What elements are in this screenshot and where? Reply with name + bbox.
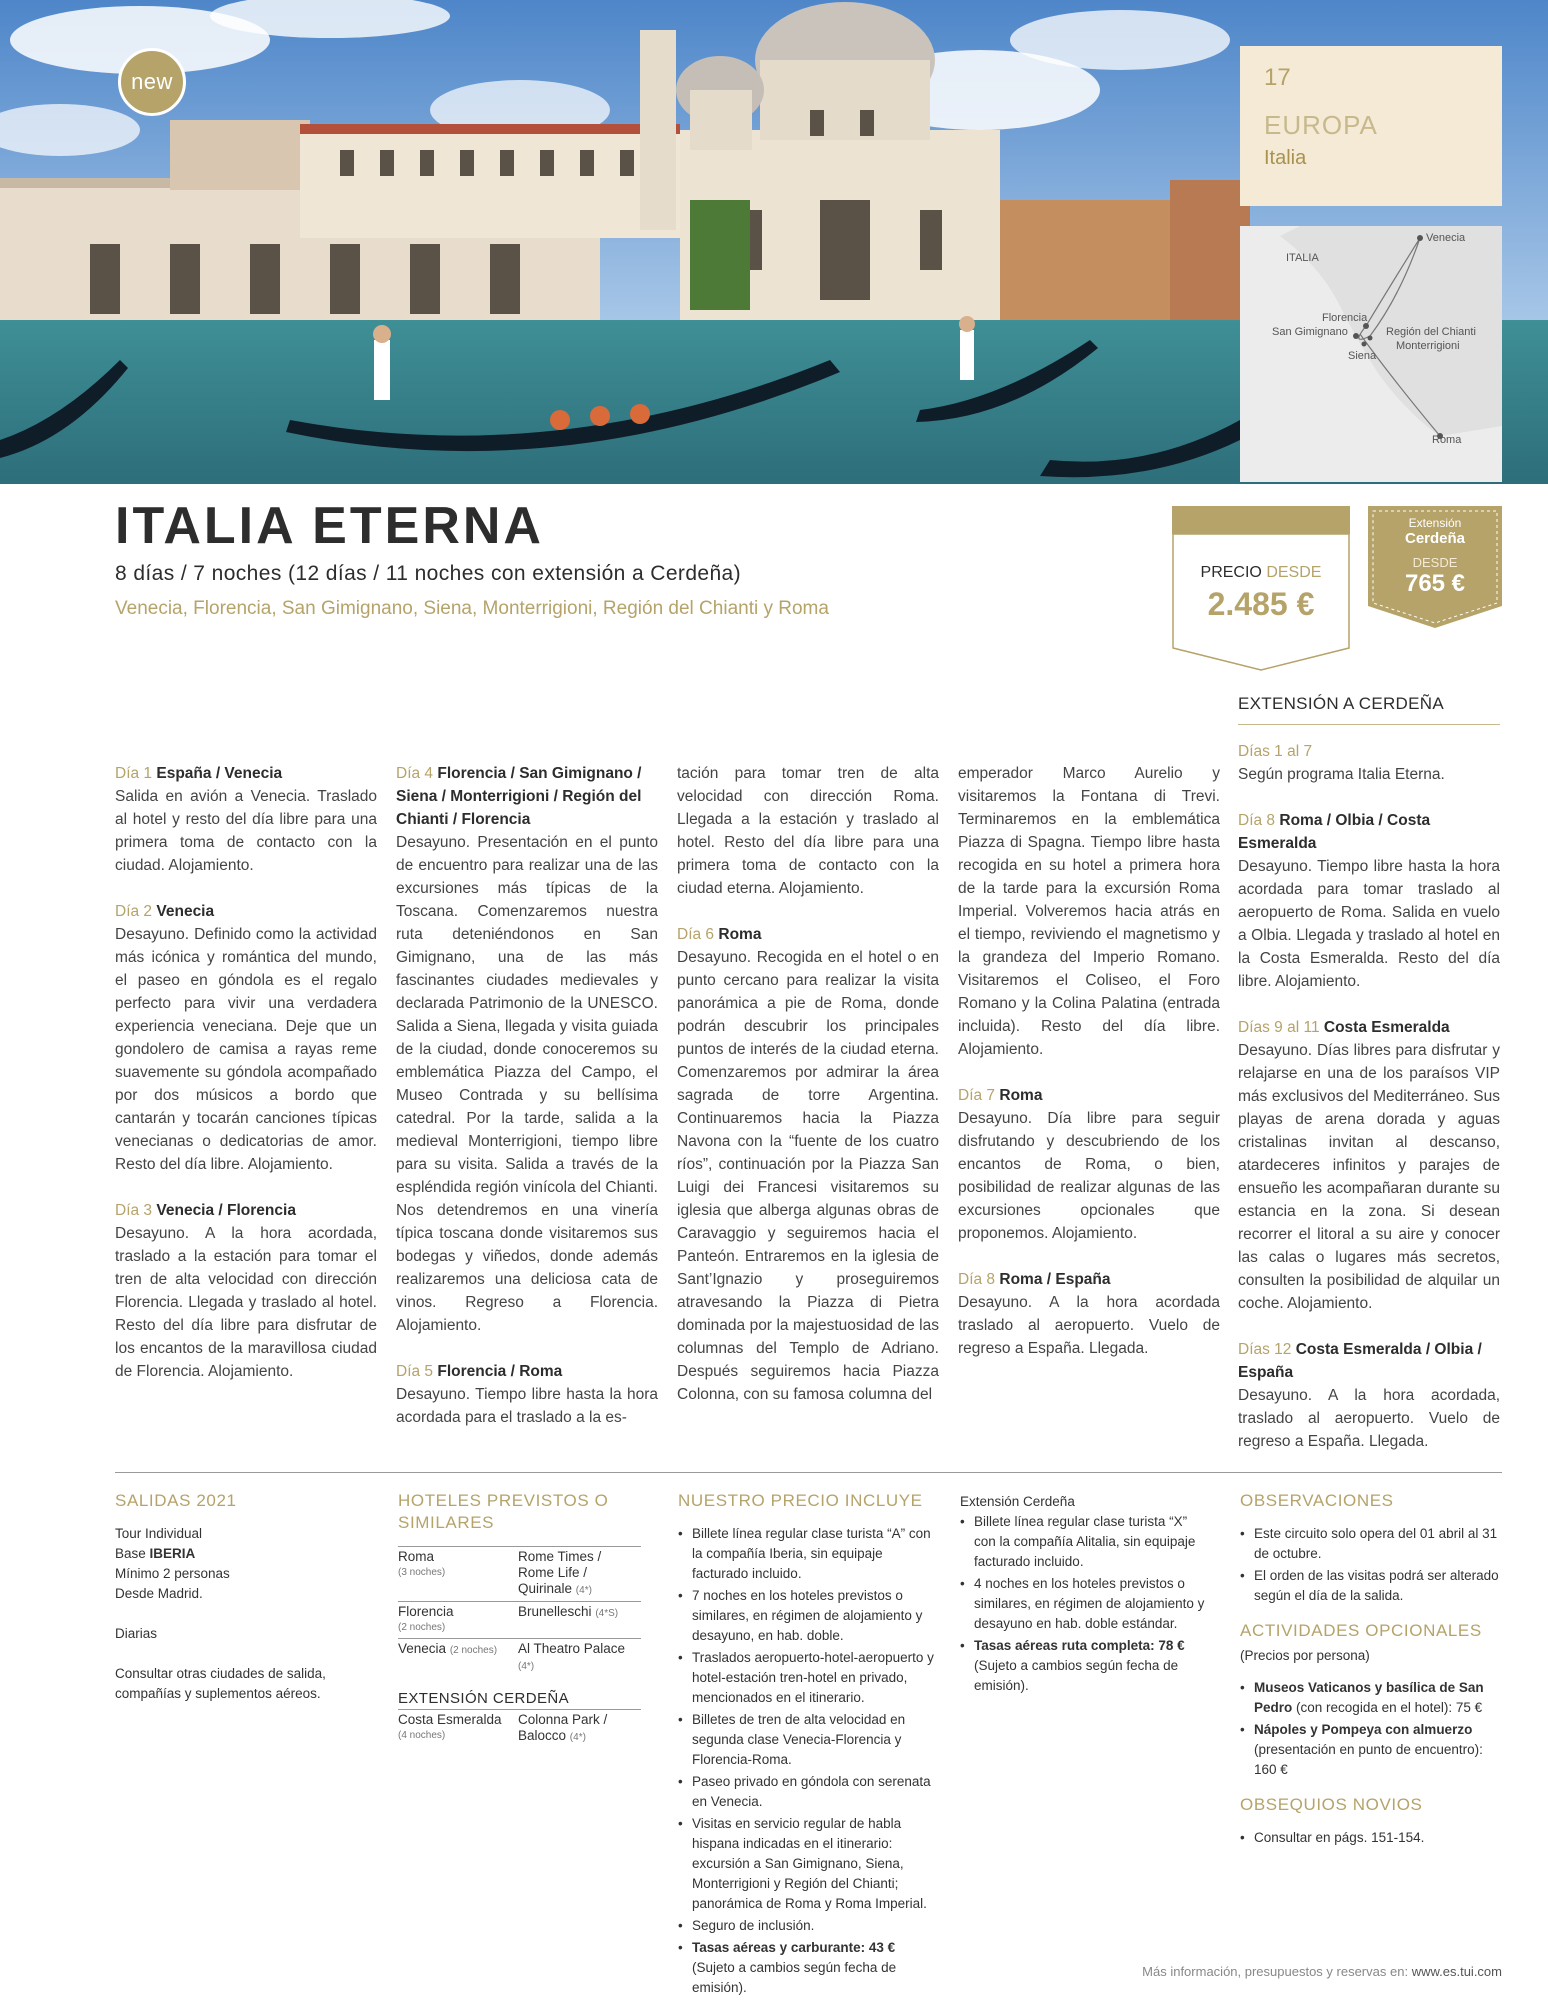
map-label-italia: ITALIA	[1286, 252, 1319, 264]
list-item: • Billete línea regular clase turista “X” con la compañía Alitalia, sin equipaje facturado incluido.	[960, 1512, 1210, 1572]
table-row: Florencia (2 noches) Brunelleschi (4*S)	[398, 1602, 641, 1639]
list-item: • Tasas aéreas ruta completa: 78 € (Sujeto a cambios según fecha de emisión).	[960, 1636, 1210, 1696]
itinerary-day: Día 6 Roma Desayuno. Recogida en el hotel o en punto cercano para realizar la visita panorámica a pie de Roma, donde podrán descubrir los principales puntos de interés de la ciudad eterna. Comenzaremos por admirar la área sagrada de torre Argentina. Continuaremos hacia la Piazza Navona con la “fuente de los cuatro ríos”, continuación por la Piazza San Luigi dei Francesi visitaremos su iglesia que alberga algunas obras de Caravaggio y seguiremos hacia el Panteón. Entraremos en la iglesia de Sant’Ignazio y proseguiremos atravesando la Piazza di Pietra dominada por la majestuosidad de las columnas del Templo de Adriano. Después seguiremos hacia Piazza Colonna, con su famosa columna del	[677, 926, 939, 1403]
list-item: • Nápoles y Pompeya con almuerzo (presentación en punto de encuentro): 160 €	[1240, 1720, 1502, 1780]
list-item: • Museos Vaticanos y basílica de San Pedro (con recogida en el hotel): 75 €	[1240, 1678, 1502, 1718]
table-row: Roma (3 noches) Rome Times / Rome Life / Quirinale (4*)	[398, 1547, 641, 1602]
hero-image	[0, 0, 1548, 484]
observaciones-section	[1240, 1490, 1502, 1850]
observaciones-list	[1240, 1524, 1502, 1606]
map-label-chianti: Región del Chianti	[1386, 326, 1476, 338]
extension-incluye-section	[960, 1492, 1210, 1698]
map-label-roma: Roma	[1432, 434, 1462, 446]
extension-heading: EXTENSIÓN A CERDEÑA	[1238, 694, 1500, 725]
map-label-venecia: Venecia	[1426, 232, 1466, 244]
itinerary-col-2	[396, 762, 658, 1452]
salidas-line: Tour Individual	[115, 1526, 203, 1541]
actividades-list	[1240, 1678, 1502, 1780]
salidas-line: Diarias	[115, 1626, 158, 1641]
itinerary-day: Día 7 Roma Desayuno. Día libre para seguir disfrutando y descubriendo de los encantos de Roma, o bien, posibilidad de realizar algunas de las excursiones opcionales que proponemos. Alojamiento.	[958, 1087, 1220, 1242]
table-row: Venecia (2 noches) Al Theatro Palace (4*)	[398, 1639, 641, 1678]
itinerary-day: Día 2 Venecia Desayuno. Definido como la actividad más icónica y romántica del mundo, el paseo en góndola es el regalo perfecto para vivir una verdadera experiencia veneciana. Deje que un gondolero de camisa a rayas reme suavemente su góndola acompañado por dos músicos a bordo que cantarán y tocarán canciones típicas venecianas o dedicatorias de amor. Resto del día libre. Alojamiento.	[115, 903, 377, 1173]
salidas-base: Base IBERIA	[115, 1546, 196, 1561]
itinerary-day: Día 4 Florencia / San Gimignano / Siena / Monterrigioni / Región del Chianti / Florencia Desayuno. Presentación en el punto de encuentro para realizar una de las excursiones más típicas de la Toscana. Comenzaremos nuestra ruta deteniéndonos en San Gimignano, una de las más fascinantes ciudades medievales y declarada Patrimonio de la UNESCO. Salida a Siena, llegada y visita guiada de la ciudad, donde conoceremos su emblemática Piazza del Campo, el Museo Contrada y su bellísima catedral. Por la tarde, salida a la medieval Monterrigioni, tiempo libre para su visita. Salida a través de la espléndida región vinícola del Chianti. Nos detendremos en una vinería típica toscana donde visitaremos sus bodegas y viñedos, donde además realizaremos una deliciosa cata de vinos. Regreso a Florencia. Alojamiento.	[396, 765, 658, 1334]
list-item: • Billete línea regular clase turista “A” con la compañía Iberia, sin equipaje facturado incluido.	[678, 1524, 940, 1584]
extension-destination: Cerdeña	[1404, 530, 1466, 547]
footer-link[interactable]: www.es.tui.com	[1411, 1964, 1502, 1979]
hotel-table	[398, 1546, 641, 1677]
list-item: • El orden de las visitas podrá ser alterado según el día de la salida.	[1240, 1566, 1502, 1606]
extension-label: Extensión	[1408, 516, 1462, 530]
new-badge: new	[118, 48, 186, 116]
page-number: 17	[1264, 64, 1291, 91]
itinerary-col-1	[115, 762, 377, 1406]
itinerary-day: Día 8 Roma / España Desayuno. A la hora acordada traslado al aeropuerto. Vuelo de regreso a España. Llegada.	[958, 1271, 1220, 1357]
extension-price-amount: 765 €	[1404, 570, 1466, 597]
list-item: • Seguro de inclusión.	[678, 1916, 940, 1936]
page-info-box	[1240, 46, 1502, 206]
map-label-san-gimignano: San Gimignano	[1272, 326, 1348, 338]
itinerary-col-4	[958, 762, 1220, 1383]
footer: Más información, presupuestos y reservas en: www.es.tui.com	[1142, 1964, 1502, 1979]
itinerary-day: Día 5 Florencia / Roma Desayuno. Tiempo libre hasta la hora acordada para el traslado a la es-	[396, 1363, 658, 1426]
list-item: • Paseo privado en góndola con serenata en Venecia.	[678, 1772, 940, 1812]
salidas-line: Desde Madrid.	[115, 1586, 203, 1601]
extension-desde: DESDE	[1412, 555, 1458, 570]
itinerary-day: Días 1 al 7 Según programa Italia Eterna.	[1238, 743, 1445, 783]
salidas-heading: SALIDAS 2021	[115, 1491, 237, 1510]
map-label-florencia: Florencia	[1322, 312, 1368, 324]
list-item: • Billetes de tren de alta velocidad en segunda clase Venecia-Florencia y Florencia-Roma.	[678, 1710, 940, 1770]
tour-title: ITALIA ETERNA	[115, 497, 544, 555]
salidas-section	[115, 1490, 355, 1704]
incluye-list	[678, 1524, 940, 1998]
actividades-heading: ACTIVIDADES OPCIONALES	[1240, 1621, 1482, 1640]
observaciones-heading: OBSERVACIONES	[1240, 1491, 1394, 1510]
list-item: • Traslados aeropuerto-hotel-aeropuerto y hotel-estación tren-hotel en privado, mencionados en el itinerario.	[678, 1648, 940, 1708]
obsequios-list	[1240, 1828, 1502, 1848]
price-box	[1172, 506, 1350, 672]
extension-incluye-list	[960, 1512, 1210, 1696]
tour-duration: 8 días / 7 noches (12 días / 11 noches con extensión a Cerdeña)	[115, 562, 742, 585]
country-label: Italia	[1264, 147, 1307, 169]
hoteles-section	[398, 1490, 648, 1748]
itinerary-day: Día 8 Roma / Olbia / Costa Esmeralda Desayuno. Tiempo libre hasta la hora acordada para tomar traslado al aeropuerto de Roma. Salida en vuelo a Olbia. Llegada y traslado al hotel en la Costa Esmeralda. Resto del día libre. Alojamiento.	[1238, 812, 1500, 990]
incluye-heading: NUESTRO PRECIO INCLUYE	[678, 1491, 923, 1510]
table-row: Costa Esmeralda (4 noches) Colonna Park / Balocco (4*)	[398, 1710, 641, 1749]
list-item: • Este circuito solo opera del 01 abril al 31 de octubre.	[1240, 1524, 1502, 1564]
itinerary-day: Día 3 Venecia / Florencia Desayuno. A la hora acordada, traslado a la estación para tomar el tren de alta velocidad con dirección Florencia. Llegada y traslado al hotel. Resto del día libre para disfrutar de los encantos de la maravillosa ciudad de Florencia. Alojamiento.	[115, 1202, 377, 1380]
list-item: • 7 noches en los hoteles previstos o similares, en régimen de alojamiento y desayuno, en hab. doble.	[678, 1586, 940, 1646]
itinerary-day-continued: tación para tomar tren de alta velocidad con dirección Roma. Llegada a la estación y traslado al hotel. Resto del día libre para una primera toma de contacto con la ciudad eterna. Alojamiento.	[677, 765, 939, 897]
salidas-line: Mínimo 2 personas	[115, 1566, 230, 1581]
list-item: • Consultar en págs. 151-154.	[1240, 1828, 1502, 1848]
price-amount: 2.485 €	[1207, 586, 1315, 622]
map-label-siena: Siena	[1348, 350, 1377, 362]
itinerary-day-continued: emperador Marco Aurelio y visitaremos la Fontana di Trevi. Terminaremos en la emblemática Piazza di Spagna. Tiempo libre hasta recogida en su hotel a primera hora de la tarde para la excursión Roma Imperial. Volveremos hacia atrás en el tiempo, reviviendo el magnetismo y la grandeza del Imperio Romano. Visitaremos el Coliseo, el Foro Romano y la Colina Palatina (entrada incluida). Resto del día libre. Alojamiento.	[958, 765, 1220, 1058]
price-label: PRECIO DESDE	[1200, 564, 1322, 581]
itinerary-col-3	[677, 762, 939, 1429]
extension-price-box	[1368, 506, 1502, 628]
tour-cities: Venecia, Florencia, San Gimignano, Siena, Monterrigioni, Región del Chianti y Roma	[115, 598, 829, 619]
incluye-section	[678, 1490, 940, 2000]
map-label-monterrigioni: Monterrigioni	[1396, 340, 1460, 352]
actividades-subheading: (Precios por persona)	[1240, 1648, 1370, 1663]
itinerary-day: Día 1 España / Venecia Salida en avión a Venecia. Traslado al hotel y resto del día libre para una primera toma de contacto con la ciudad. Alojamiento.	[115, 765, 377, 874]
list-item: • 4 noches en los hoteles previstos o similares, en régimen de alojamiento y desayuno en hab. doble estándar.	[960, 1574, 1210, 1634]
itinerary-col-extension	[1238, 740, 1500, 1476]
salidas-line: Consultar otras ciudades de salida, compañías y suplementos aéreos.	[115, 1666, 326, 1701]
obsequios-heading: OBSEQUIOS NOVIOS	[1240, 1795, 1423, 1814]
hoteles-extension-heading: EXTENSIÓN CERDEÑA	[398, 1690, 569, 1707]
section-divider	[115, 1472, 1502, 1473]
itinerary-day: Días 9 al 11 Costa Esmeralda Desayuno. Días libres para disfrutar y relajarse en una de los paraísos VIP más exclusivos del Mediterráneo. Sus playas de arena dorada y aguas cristalinas invitan al descanso, atardeceres infinitos y parajes de ensueño les acompañaran durante su estancia en la zona. Si desean recorrer el litoral a su aire y conocer las calas o lugares más secretos, consulten la posibilidad de alquilar un coche. Alojamiento.	[1238, 1019, 1500, 1312]
hotel-table-extension	[398, 1709, 641, 1748]
region-label: EUROPA	[1264, 110, 1378, 140]
hoteles-heading: HOTELES PREVISTOS O SIMILARES	[398, 1491, 609, 1532]
extension-incluye-heading: Extensión Cerdeña	[960, 1494, 1075, 1509]
itinerary-day: Días 12 Costa Esmeralda / Olbia / España Desayuno. A la hora acordada, traslado al aeropuerto. Vuelo de regreso a España. Llegada.	[1238, 1341, 1500, 1450]
list-item: • Tasas aéreas y carburante: 43 € (Sujeto a cambios según fecha de emisión).	[678, 1938, 940, 1998]
route-map	[1240, 226, 1502, 482]
list-item: • Visitas en servicio regular de habla hispana indicadas en el itinerario: excursión a San Gimignano, Siena, Monterrigioni y Región del Chianti; panorámica de Roma y Roma Imperial.	[678, 1814, 940, 1914]
